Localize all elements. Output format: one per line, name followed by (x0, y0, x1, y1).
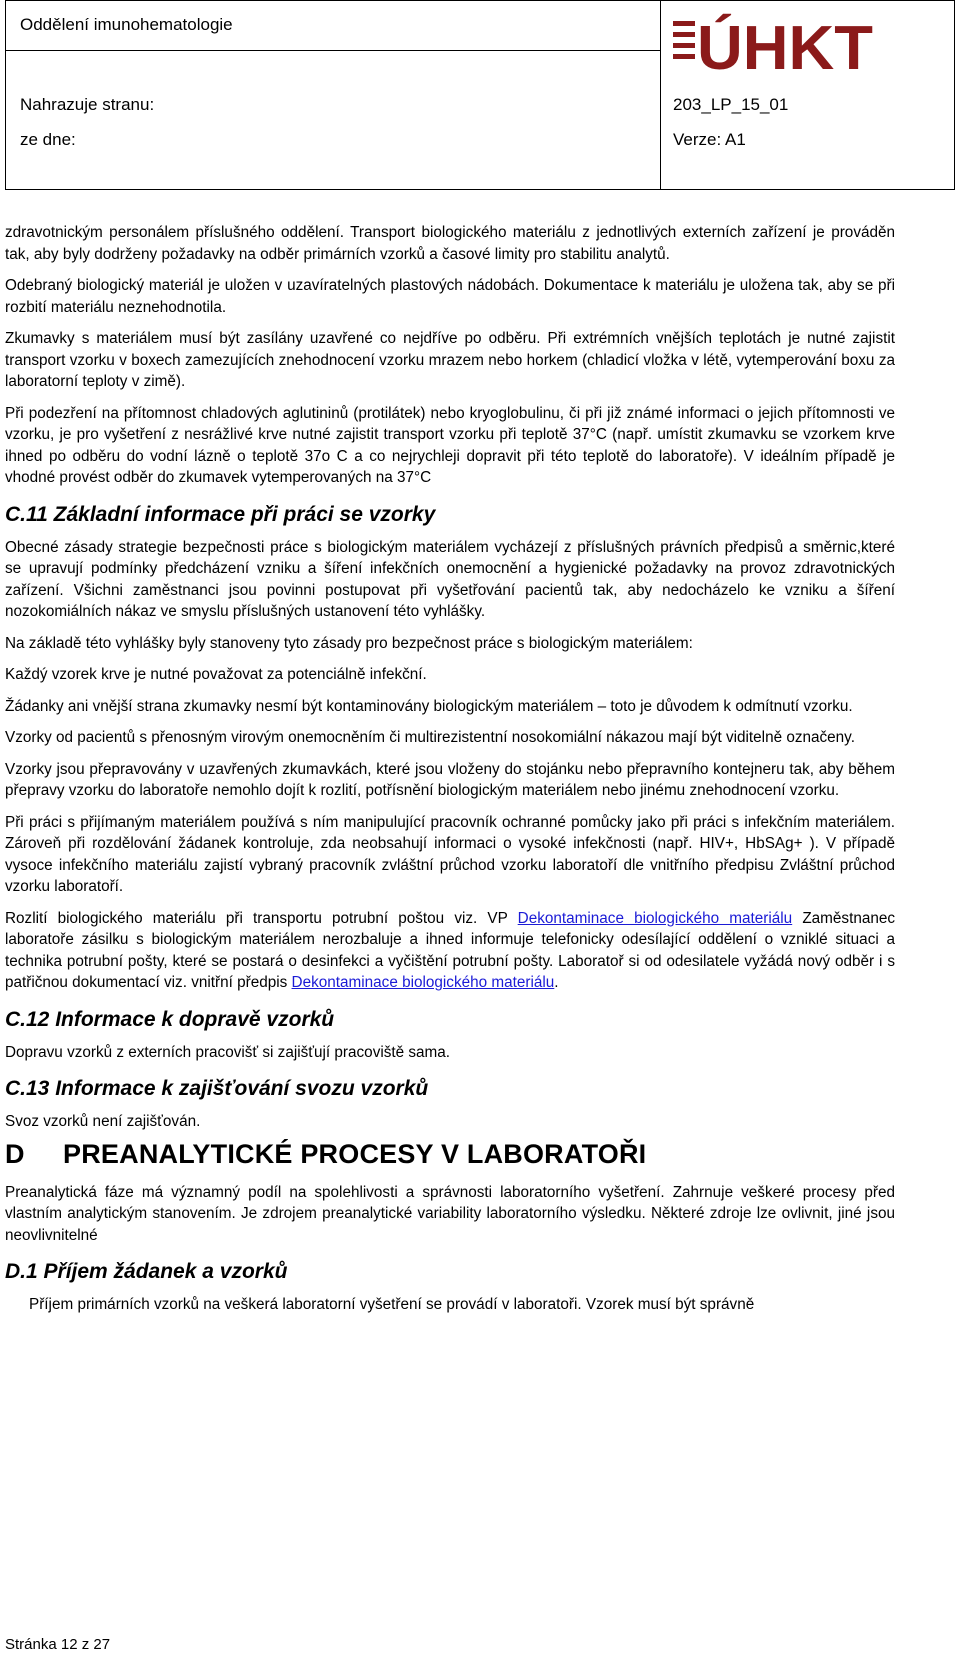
paragraph: Preanalytická fáze má významný podíl na spolehlivosti a správnosti laboratorního vyšetření. Zahrnuje veškeré procesy před vlastním analytickým stanovením. Je zdrojem preanalytické variability laboratorního výsledku. Některé zdroje lze ovlivnit, jiné jsou neovlivnitelné (5, 1183, 895, 1244)
date-label: ze dne: (20, 130, 76, 149)
document-body (5, 222, 895, 1326)
paragraph: Dopravu vzorků z externích pracovišť si zajišťují pracoviště sama. (5, 1043, 451, 1061)
document-id: 203_LP_15_01 (673, 95, 789, 114)
paragraph: Při práci s přijímaným materiálem používá s ním manipulující pracovník ochranné pomůcky jako při práci s infekčním materiálem. Zároveň při rozdělování žádanek kontroluje, zda neobsahují informaci o vysoké infekčnosti (např. HIV+, HbSAg+ ). V případě vysoce infekčního materiálu zajistí vybraný pracovník zvláštní průchod vzorku laboratoří dle vnitřního předpisu Zvláštní průchod vzorku laboratoří. (5, 813, 895, 895)
header-divider-horizontal (6, 50, 660, 51)
section-heading-c12: C.12 Informace k dopravě vzorků (5, 1007, 335, 1031)
uhkt-logo (673, 5, 897, 77)
replaces-page-label: Nahrazuje stranu: (20, 95, 155, 114)
paragraph: Odebraný biologický materiál je uložen v uzavíratelných plastových nádobách. Dokumentace k materiálu je uložena tak, aby se při rozbití materiálu neznehodnotila. (5, 277, 895, 316)
chapter-title: PREANALYTICKÉ PROCESY V LABORATOŘI (63, 1138, 647, 1169)
decontamination-link-2[interactable]: Dekontaminace biologického materiálu (291, 974, 555, 991)
chapter-number: D (5, 1138, 25, 1169)
paragraph: Obecné zásady strategie bezpečnosti práce s biologickým materiálem vycházejí z příslušných právních předpisů a směrnic,které se upravují podmínky předcházení vzniku a šíření infekčních onemocnění a hygienické požadavky na provoz zdravotnických zařízení. Všichni zaměstnanci jsou povinni postupovat při vyšetřování pacientů tak, aby nedocházelo ke vzniku a šíření nozokomiálních nákaz ve smyslu příslušných ustanovení této vyhlášky. (5, 538, 895, 620)
logo-text: ÚHKT (697, 14, 874, 77)
paragraph: Žádanky ani vnější strana zkumavky nesmí být kontaminovány biologickým materiálem – toto je důvodem k odmítnutí vzorku. (5, 697, 853, 715)
section-heading-c13: C.13 Informace k zajišťování svozu vzorků (5, 1077, 429, 1100)
section-heading-d1: D.1 Příjem žádanek a vzorků (5, 1260, 288, 1283)
text-run: Zaměstnanec laboratoře zásilku s biologickým materiálem nerozbaluje a ihned informuje telefonicky odesílající oddělení o vzniklé situaci a technika potrubní pošty, které se postará o desinfekci a vyčištění potrubní pošty. Laboratoř si od odesilatele vyžádá nový odběr i s patřičnou dokumentací viz. vnitřní předpis (5, 909, 895, 991)
paragraph: Vzorky jsou přepravovány v uzavřených zkumavkách, které jsou vloženy do stojánku nebo přepravního kontejneru tak, aby během přepravy vzorku do laboratoře nemohlo dojít k rozlití, potřísnění biologickým materiálem nebo jinému znehodnocení vzorku. (5, 760, 895, 799)
paragraph-spill (5, 908, 895, 994)
section-heading-c11: C.11 Základní informace při práci se vzorky (5, 502, 436, 526)
paragraph: Na základě této vyhlášky byly stanoveny tyto zásady pro bezpečnost práce s biologickým materiálem: (5, 634, 693, 652)
paragraph: Příjem primárních vzorků na veškerá laboratorní vyšetření se provádí v laboratoři. Vzorek musí být správně (29, 1296, 755, 1313)
paragraph: Při podezření na přítomnost chladových aglutininů (protilátek) nebo kryoglobulinu, či při již známé informaci o jejich přítomnosti ve vzorku, je pro vyšetření z nesrážlivé krve nutné zajistit transport vzorku při teplotě 37°C (např. umístit zkumavku se vzorkem krve ihned po odběru do vodní lázně o teplotě 37o C a co nejrychleji dopravit při této teplotě do laboratoře). V ideálním případě je vhodné provést odběr do zkumavek vytemperovaných na 37°C (5, 404, 895, 486)
paragraph: Zkumavky s materiálem musí být zasílány uzavřené co nejdříve po odběru. Při extrémních vnějších teplotách je nutné zajistit transport vzorku v boxech zamezujících znehodnocení vzorku mrazem nebo horkem (chladicí vložka v létě, vytemperování boxu za laboratorní teploty v zimě). (5, 330, 895, 390)
page-number: Stránka 12 z 27 (5, 1636, 111, 1653)
decontamination-link[interactable]: Dekontaminace biologického materiálu (517, 909, 793, 927)
chapter-heading-d (5, 1139, 895, 1170)
document-version: Verze: A1 (673, 130, 746, 149)
text-run: Rozlití biologického materiálu při transportu potrubní poštou viz. VP (5, 909, 518, 927)
document-header (5, 0, 955, 190)
paragraph: Vzorky od pacientů s přenosným virovým onemocněním či multirezistentní nosokomiální nákazou mají být viditelně označeny. (5, 729, 855, 746)
department-name: Oddělení imunohematologie (20, 15, 233, 34)
header-divider-vertical (660, 1, 661, 190)
paragraph: Svoz vzorků není zajišťován. (5, 1113, 201, 1130)
paragraph: zdravotnickým personálem příslušného oddělení. Transport biologického materiálu z jednotlivých externích zařízení je prováděn tak, aby byly dodrženy požadavky na odběr primárních vzorků a časové limity pro stabilitu analytů. (5, 224, 895, 263)
paragraph: Každý vzorek krve je nutné považovat za potenciálně infekční. (5, 666, 427, 683)
text-run: . (554, 974, 559, 991)
